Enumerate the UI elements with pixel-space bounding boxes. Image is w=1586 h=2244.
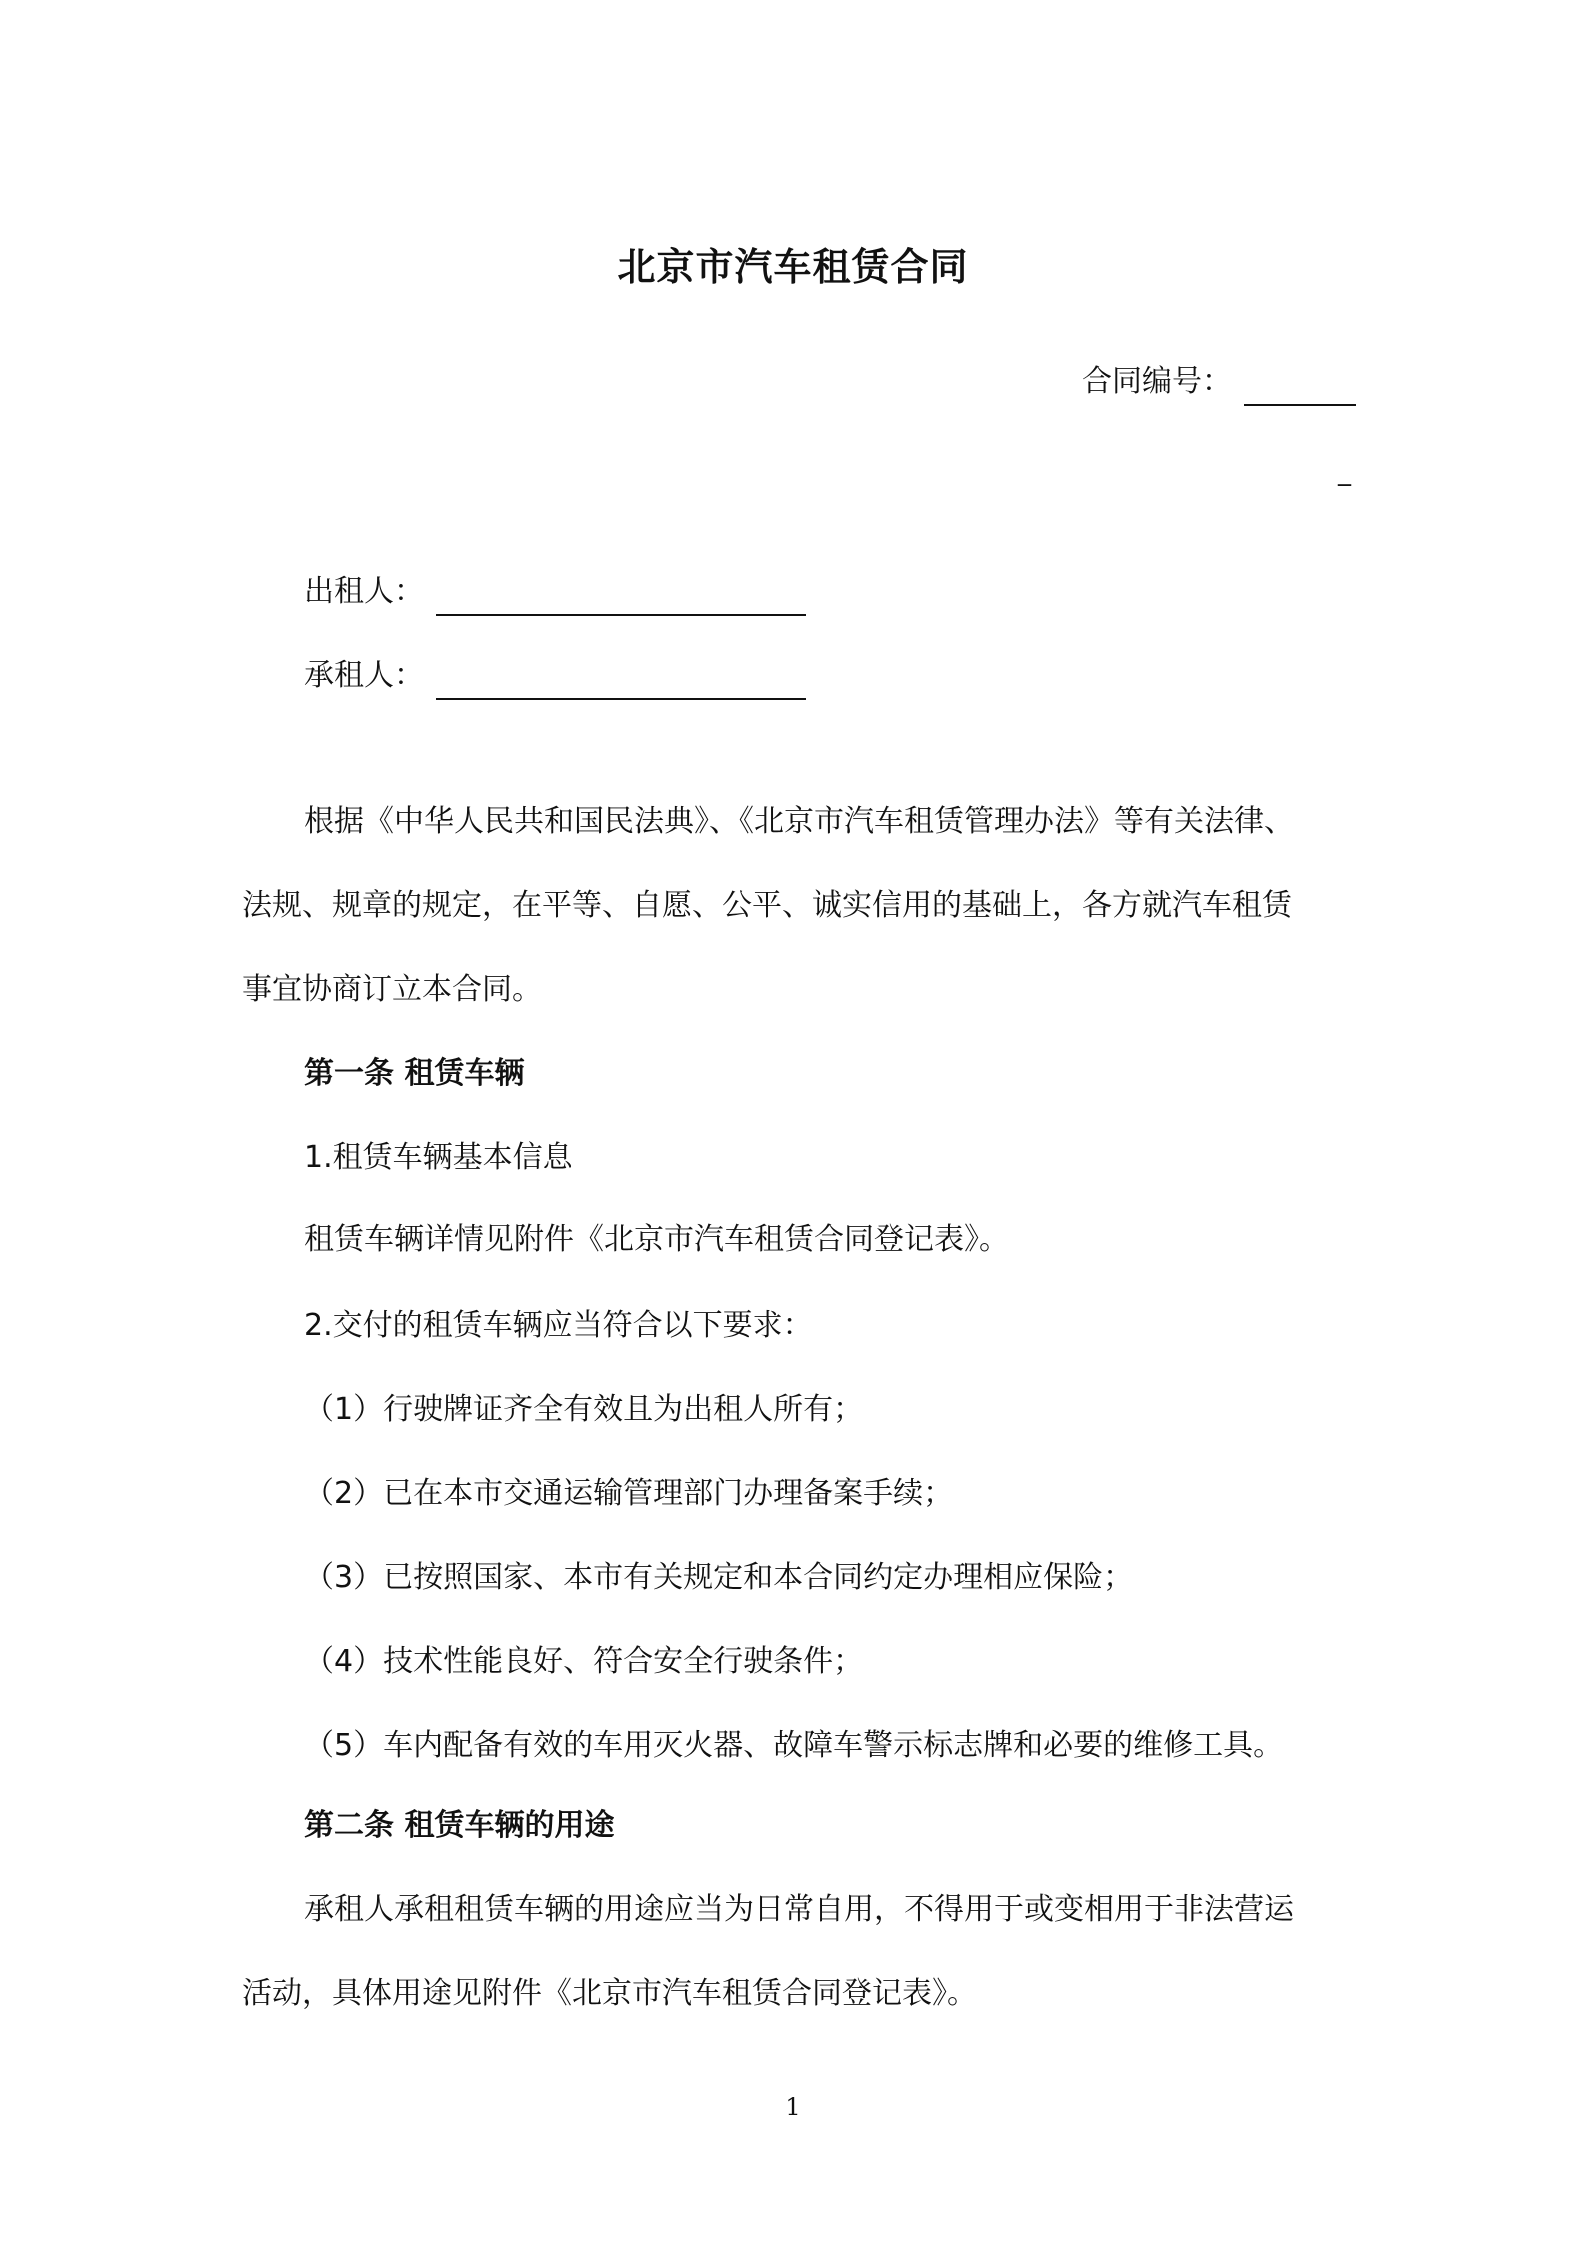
lessor-blank-line [436, 614, 806, 616]
document-title: 北京市汽车租赁合同 [617, 245, 969, 289]
lessee-blank-line [436, 698, 806, 700]
page-number: 1 [785, 2093, 801, 2121]
requirement-item: （3）已按照国家、本市有关规定和本合同约定办理相应保险； [304, 1560, 1134, 1595]
contract-number-blank-line [1244, 404, 1356, 406]
preamble-line-3: 事宜协商订立本合同。 [242, 972, 542, 1007]
stray-mark: _ [1338, 457, 1351, 487]
requirement-item: （2）已在本市交通运输管理部门办理备案手续； [304, 1476, 954, 1511]
article-2-line-2: 活动，具体用途见附件《北京市汽车租赁合同登记表》。 [242, 1976, 977, 2011]
preamble-line-2: 法规、规章的规定，在平等、自愿、公平、诚实信用的基础上，各方就汽车租赁 [242, 888, 1292, 923]
item-2-heading: 2.交付的租赁车辆应当符合以下要求： [304, 1308, 813, 1343]
preamble-line-1: 根据《中华人民共和国民法典》、《北京市汽车租赁管理办法》等有关法律、 [304, 804, 1294, 839]
lessee-label: 承租人： [304, 658, 424, 693]
requirement-item: （5）车内配备有效的车用灭火器、故障车警示标志牌和必要的维修工具。 [304, 1728, 1284, 1763]
contract-number-label: 合同编号： [1082, 364, 1232, 399]
article-1-heading: 第一条 租赁车辆 [304, 1056, 525, 1091]
lessor-label: 出租人： [304, 574, 424, 609]
item-1-text: 租赁车辆详情见附件《北京市汽车租赁合同登记表》。 [304, 1222, 1009, 1257]
article-2-line-1: 承租人承租租赁车辆的用途应当为日常自用，不得用于或变相用于非法营运 [304, 1892, 1294, 1927]
item-1-heading: 1.租赁车辆基本信息 [304, 1140, 573, 1175]
requirement-item: （1）行驶牌证齐全有效且为出租人所有； [304, 1392, 864, 1427]
article-2-heading: 第二条 租赁车辆的用途 [304, 1808, 615, 1843]
requirement-item: （4）技术性能良好、符合安全行驶条件； [304, 1644, 864, 1679]
